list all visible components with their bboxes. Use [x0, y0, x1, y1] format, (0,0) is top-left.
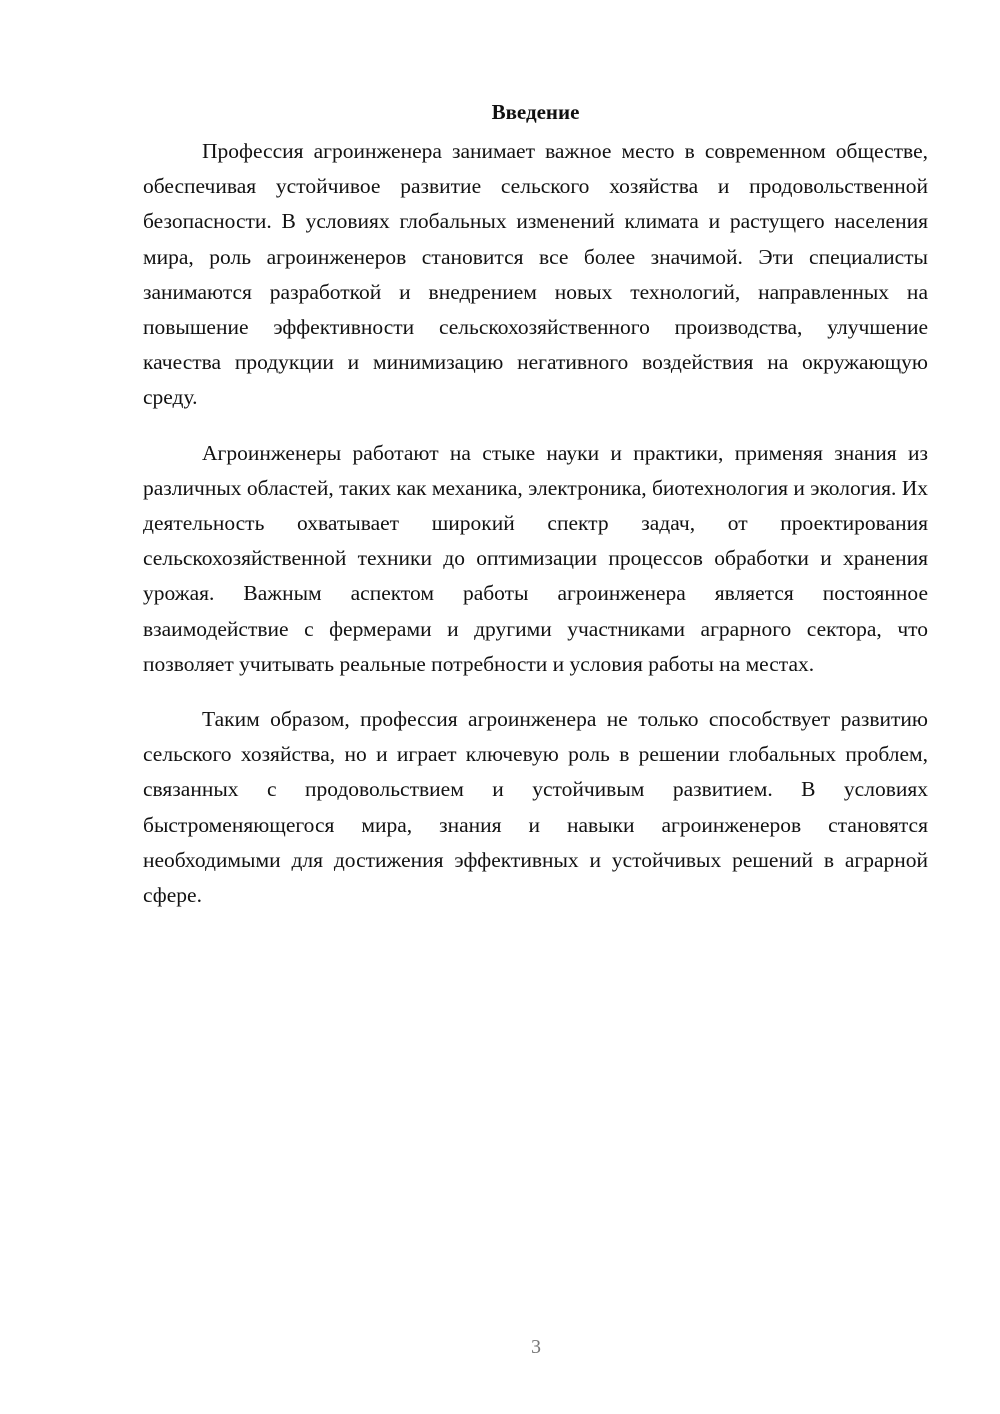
paragraph-2: Агроинженеры работают на стыке науки и практики, применяя знания из различных областей, таких как механика, электроника, биотехнология и экология. Их деятельность охватывает широкий спектр задач, от проектирования сельскохозяйственной техники до оптимизации процессов обработки и хранения урожая. Важным аспектом работы агроинженера является постоянное взаимодействие с фермерами и другими участниками аграрного сектора, что позволяет учитывать реальные потребности и условия работы на местах. — [143, 440, 928, 676]
section-title: Введение — [491, 100, 580, 124]
paragraph-1: Профессия агроинженера занимает важное место в современном обществе, обеспечивая устойчивое развитие сельского хозяйства и продовольственной безопасности. В условиях глобальных изменений климата и растущего населения мира, роль агроинженеров становится все более значимой. Эти специалисты занимаются разработкой и внедрением новых технологий, направленных на повышение эффективности сельскохозяйственного производства, улучшение качества продукции и минимизацию негативного воздействия на окружающую среду. — [143, 139, 928, 410]
paragraph-3: Таким образом, профессия агроинженера не только способствует развитию сельского хозяйства, но и играет ключевую роль в решении глобальных проблем, связанных с продовольствием и устойчивым развитием. В условиях быстроменяющегося мира, знания и навыки агроинженеров становятся необходимыми для достижения эффективных и устойчивых решений в аграрной сфере. — [143, 707, 928, 908]
page-content — [143, 96, 928, 933]
page-number: 3 — [531, 1336, 541, 1358]
